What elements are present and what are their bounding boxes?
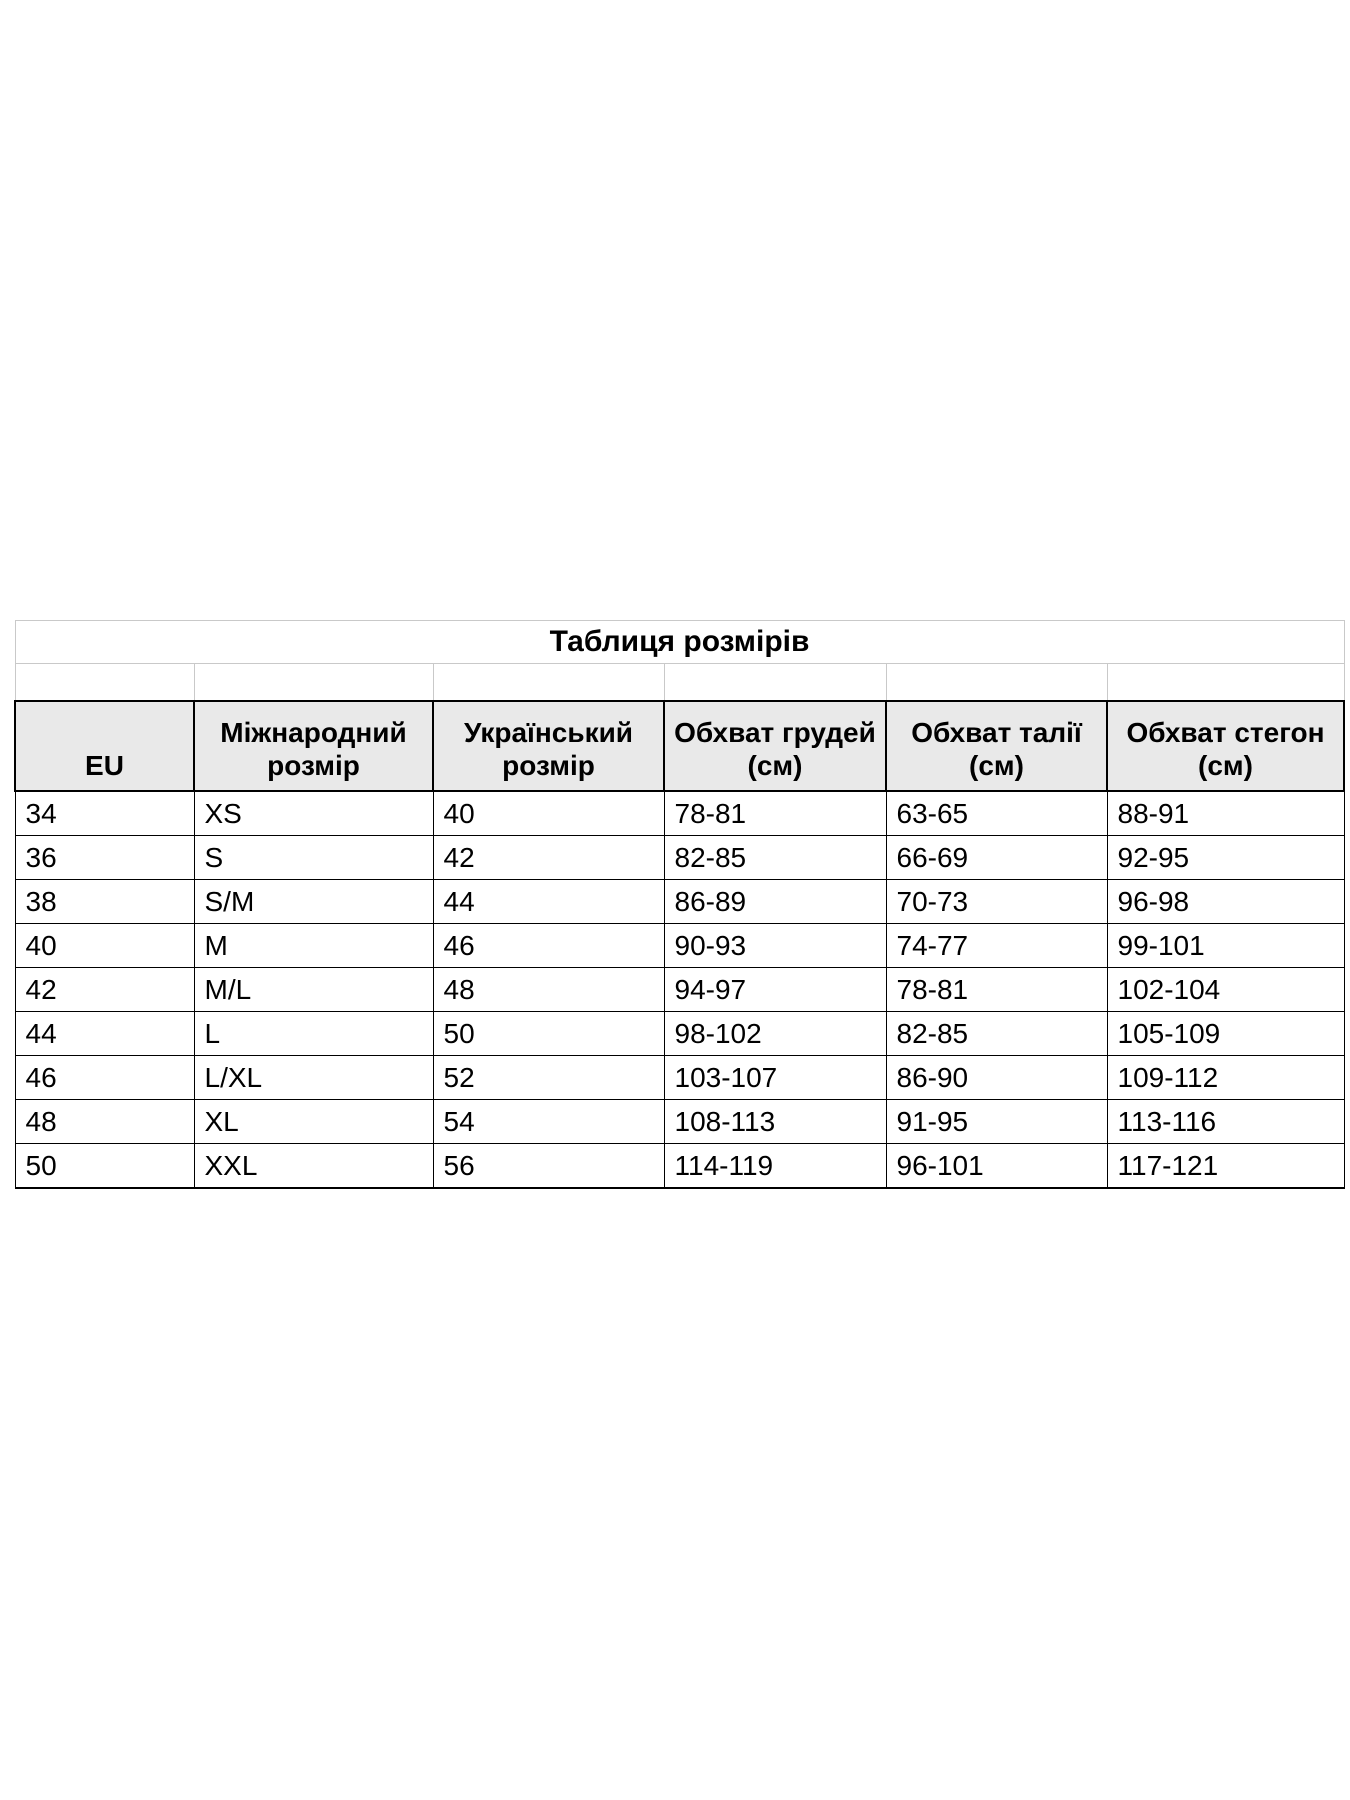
size-table-container [14, 620, 1343, 1189]
spacer-cell [433, 664, 664, 702]
table-cell: 42 [433, 836, 664, 880]
table-cell: 86-90 [886, 1056, 1107, 1100]
spacer-cell [15, 664, 194, 702]
table-cell: S [194, 836, 433, 880]
table-row [15, 791, 1344, 836]
table-cell: 78-81 [664, 791, 886, 836]
table-cell: 109-112 [1107, 1056, 1344, 1100]
table-cell: 52 [433, 1056, 664, 1100]
table-cell: XS [194, 791, 433, 836]
table-title: Таблиця розмірів [15, 621, 1344, 664]
column-header-chest: Обхват грудей (см) [664, 701, 886, 791]
table-row [15, 880, 1344, 924]
table-cell: 113-116 [1107, 1100, 1344, 1144]
spacer-cell [194, 664, 433, 702]
table-cell: 46 [15, 1056, 194, 1100]
table-cell: 66-69 [886, 836, 1107, 880]
table-cell: 108-113 [664, 1100, 886, 1144]
table-cell: XL [194, 1100, 433, 1144]
table-cell: 34 [15, 791, 194, 836]
table-cell: 56 [433, 1144, 664, 1189]
table-cell: M [194, 924, 433, 968]
table-cell: 63-65 [886, 791, 1107, 836]
table-cell: 50 [15, 1144, 194, 1189]
table-cell: 105-109 [1107, 1012, 1344, 1056]
table-cell: 70-73 [886, 880, 1107, 924]
column-header-eu: EU [15, 701, 194, 791]
table-row [15, 1012, 1344, 1056]
table-cell: 92-95 [1107, 836, 1344, 880]
table-cell: 54 [433, 1100, 664, 1144]
table-row [15, 836, 1344, 880]
table-cell: 90-93 [664, 924, 886, 968]
spacer-cell [886, 664, 1107, 702]
table-cell: 44 [15, 1012, 194, 1056]
table-row [15, 924, 1344, 968]
table-cell: 114-119 [664, 1144, 886, 1189]
spacer-row [15, 664, 1344, 702]
table-cell: 48 [433, 968, 664, 1012]
table-cell: L/XL [194, 1056, 433, 1100]
table-cell: XXL [194, 1144, 433, 1189]
table-row [15, 1056, 1344, 1100]
table-row [15, 1144, 1344, 1189]
table-cell: 40 [15, 924, 194, 968]
column-header-ukrainian-size: Український розмір [433, 701, 664, 791]
table-cell: 42 [15, 968, 194, 1012]
title-row [15, 621, 1344, 664]
table-cell: 96-98 [1107, 880, 1344, 924]
table-row [15, 1100, 1344, 1144]
table-cell: 74-77 [886, 924, 1107, 968]
table-cell: 96-101 [886, 1144, 1107, 1189]
table-cell: 103-107 [664, 1056, 886, 1100]
column-header-hips: Обхват стегон (см) [1107, 701, 1344, 791]
header-row [15, 701, 1344, 791]
size-table [14, 620, 1345, 1189]
table-cell: 94-97 [664, 968, 886, 1012]
table-cell: 88-91 [1107, 791, 1344, 836]
table-cell: 40 [433, 791, 664, 836]
table-cell: 36 [15, 836, 194, 880]
column-header-waist: Обхват талії (см) [886, 701, 1107, 791]
table-cell: 46 [433, 924, 664, 968]
table-row [15, 968, 1344, 1012]
table-cell: 78-81 [886, 968, 1107, 1012]
table-cell: 86-89 [664, 880, 886, 924]
table-cell: L [194, 1012, 433, 1056]
spacer-cell [1107, 664, 1344, 702]
table-cell: 98-102 [664, 1012, 886, 1056]
column-header-international-size: Міжнародний розмір [194, 701, 433, 791]
table-cell: 117-121 [1107, 1144, 1344, 1189]
table-cell: 102-104 [1107, 968, 1344, 1012]
table-cell: 50 [433, 1012, 664, 1056]
table-cell: 38 [15, 880, 194, 924]
table-cell: 82-85 [664, 836, 886, 880]
table-cell: 48 [15, 1100, 194, 1144]
table-cell: 44 [433, 880, 664, 924]
table-cell: S/M [194, 880, 433, 924]
spacer-cell [664, 664, 886, 702]
table-cell: M/L [194, 968, 433, 1012]
table-cell: 91-95 [886, 1100, 1107, 1144]
table-cell: 82-85 [886, 1012, 1107, 1056]
table-body [15, 791, 1344, 1188]
table-cell: 99-101 [1107, 924, 1344, 968]
